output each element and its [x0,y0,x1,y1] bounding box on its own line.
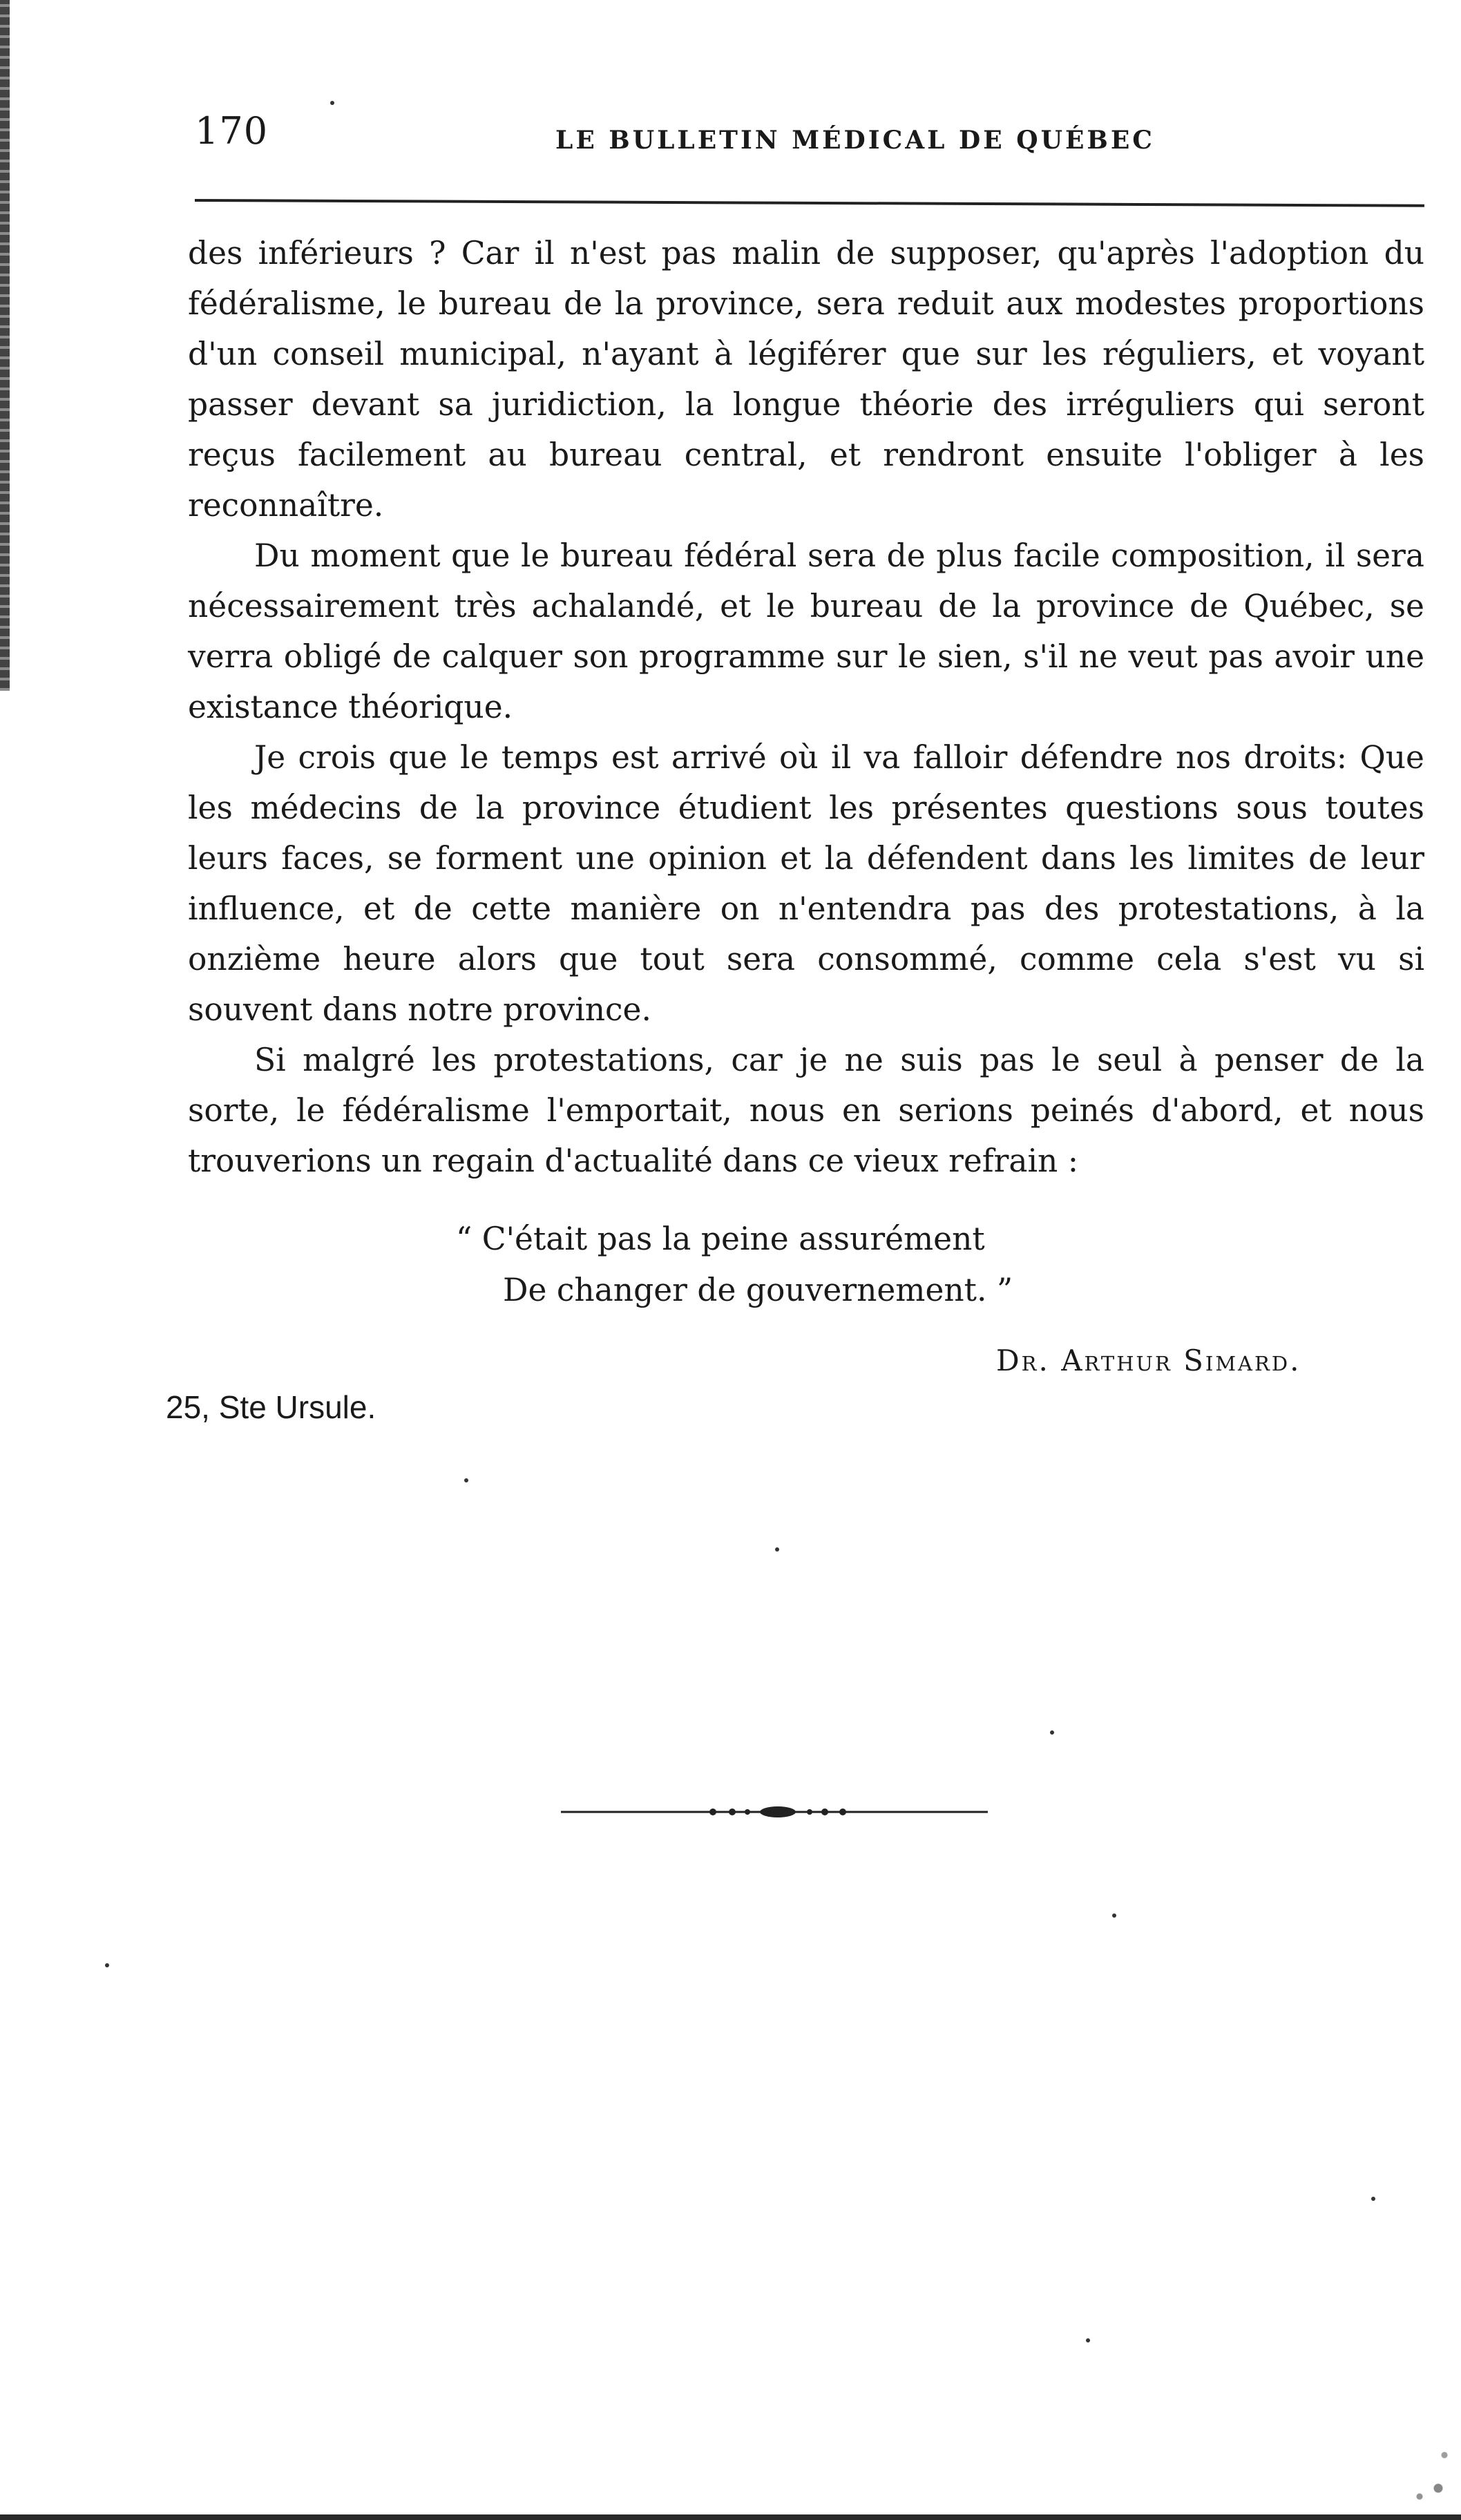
scan-speck [1050,1730,1054,1735]
paragraph: Du moment que le bureau fédéral sera de plus facile composition, il sera nécessairement très achalandé, et le bureau de la province de Québec, se verra obligé de calquer son programme sur le sien, s'il ne veut pas avoir une existance théorique. [188,537,1424,725]
scan-speck [105,1963,109,1967]
page-number: 170 [195,109,269,153]
scan-speck [775,1547,779,1552]
scan-corner-noise [1395,2430,1457,2513]
verse-line: “ C'était pas la peine assurément [456,1221,985,1257]
scan-binding-edge [0,0,10,691]
scan-speck [464,1478,468,1482]
scan-bottom-edge [0,2514,1461,2520]
scan-speck [1112,1913,1116,1918]
scan-speck [1371,2197,1375,2201]
author-address: 25, Ste Ursule. [166,1389,376,1425]
paragraph: Je crois que le temps est arrivé où il va falloir défendre nos droits: Que les médecins de la province étudient les présentes questions sous toutes leurs faces, se forment une opinion et la défendent dans les limites de leur influence, et de cette manière on n'entendra pas des protestations, à la onzième heure alors que tout sera consommé, comme cela s'est vu si souvent dans notre province. [188,739,1424,1028]
author-signature: Dr. Arthur Simard. [996,1344,1301,1377]
paragraph: des inférieurs ? Car il n'est pas malin de supposer, qu'après l'adoption du fédéralisme, le bureau de la province, sera reduit aux modestes proportions d'un conseil municipal, n'ayant à légiférer que sur les réguliers, et voyant passer devant sa juridiction, la longue théorie des irréguliers qui seront reçus facilement au bureau central, et rendront ensuite l'obliger à les reconnaître. [188,235,1424,524]
scan-speck [1086,2338,1090,2342]
section-end-ornament [561,1802,988,1822]
verse-quotation [456,1214,1013,1316]
scan-speck [330,101,334,105]
running-head: LE BULLETIN MÉDICAL DE QUÉBEC [555,126,1155,155]
article-body [188,228,1424,1186]
paragraph: Si malgré les protestations, car je ne suis pas le seul à penser de la sorte, le fédéralisme l'emportait, nous en serions peinés d'abord, et nous trouverions un regain d'actualité dans ce vieux refrain : [188,1042,1424,1179]
page-header [195,104,1424,180]
verse-line: De changer de gouvernement. ” [503,1272,1013,1308]
header-rule [195,199,1424,207]
